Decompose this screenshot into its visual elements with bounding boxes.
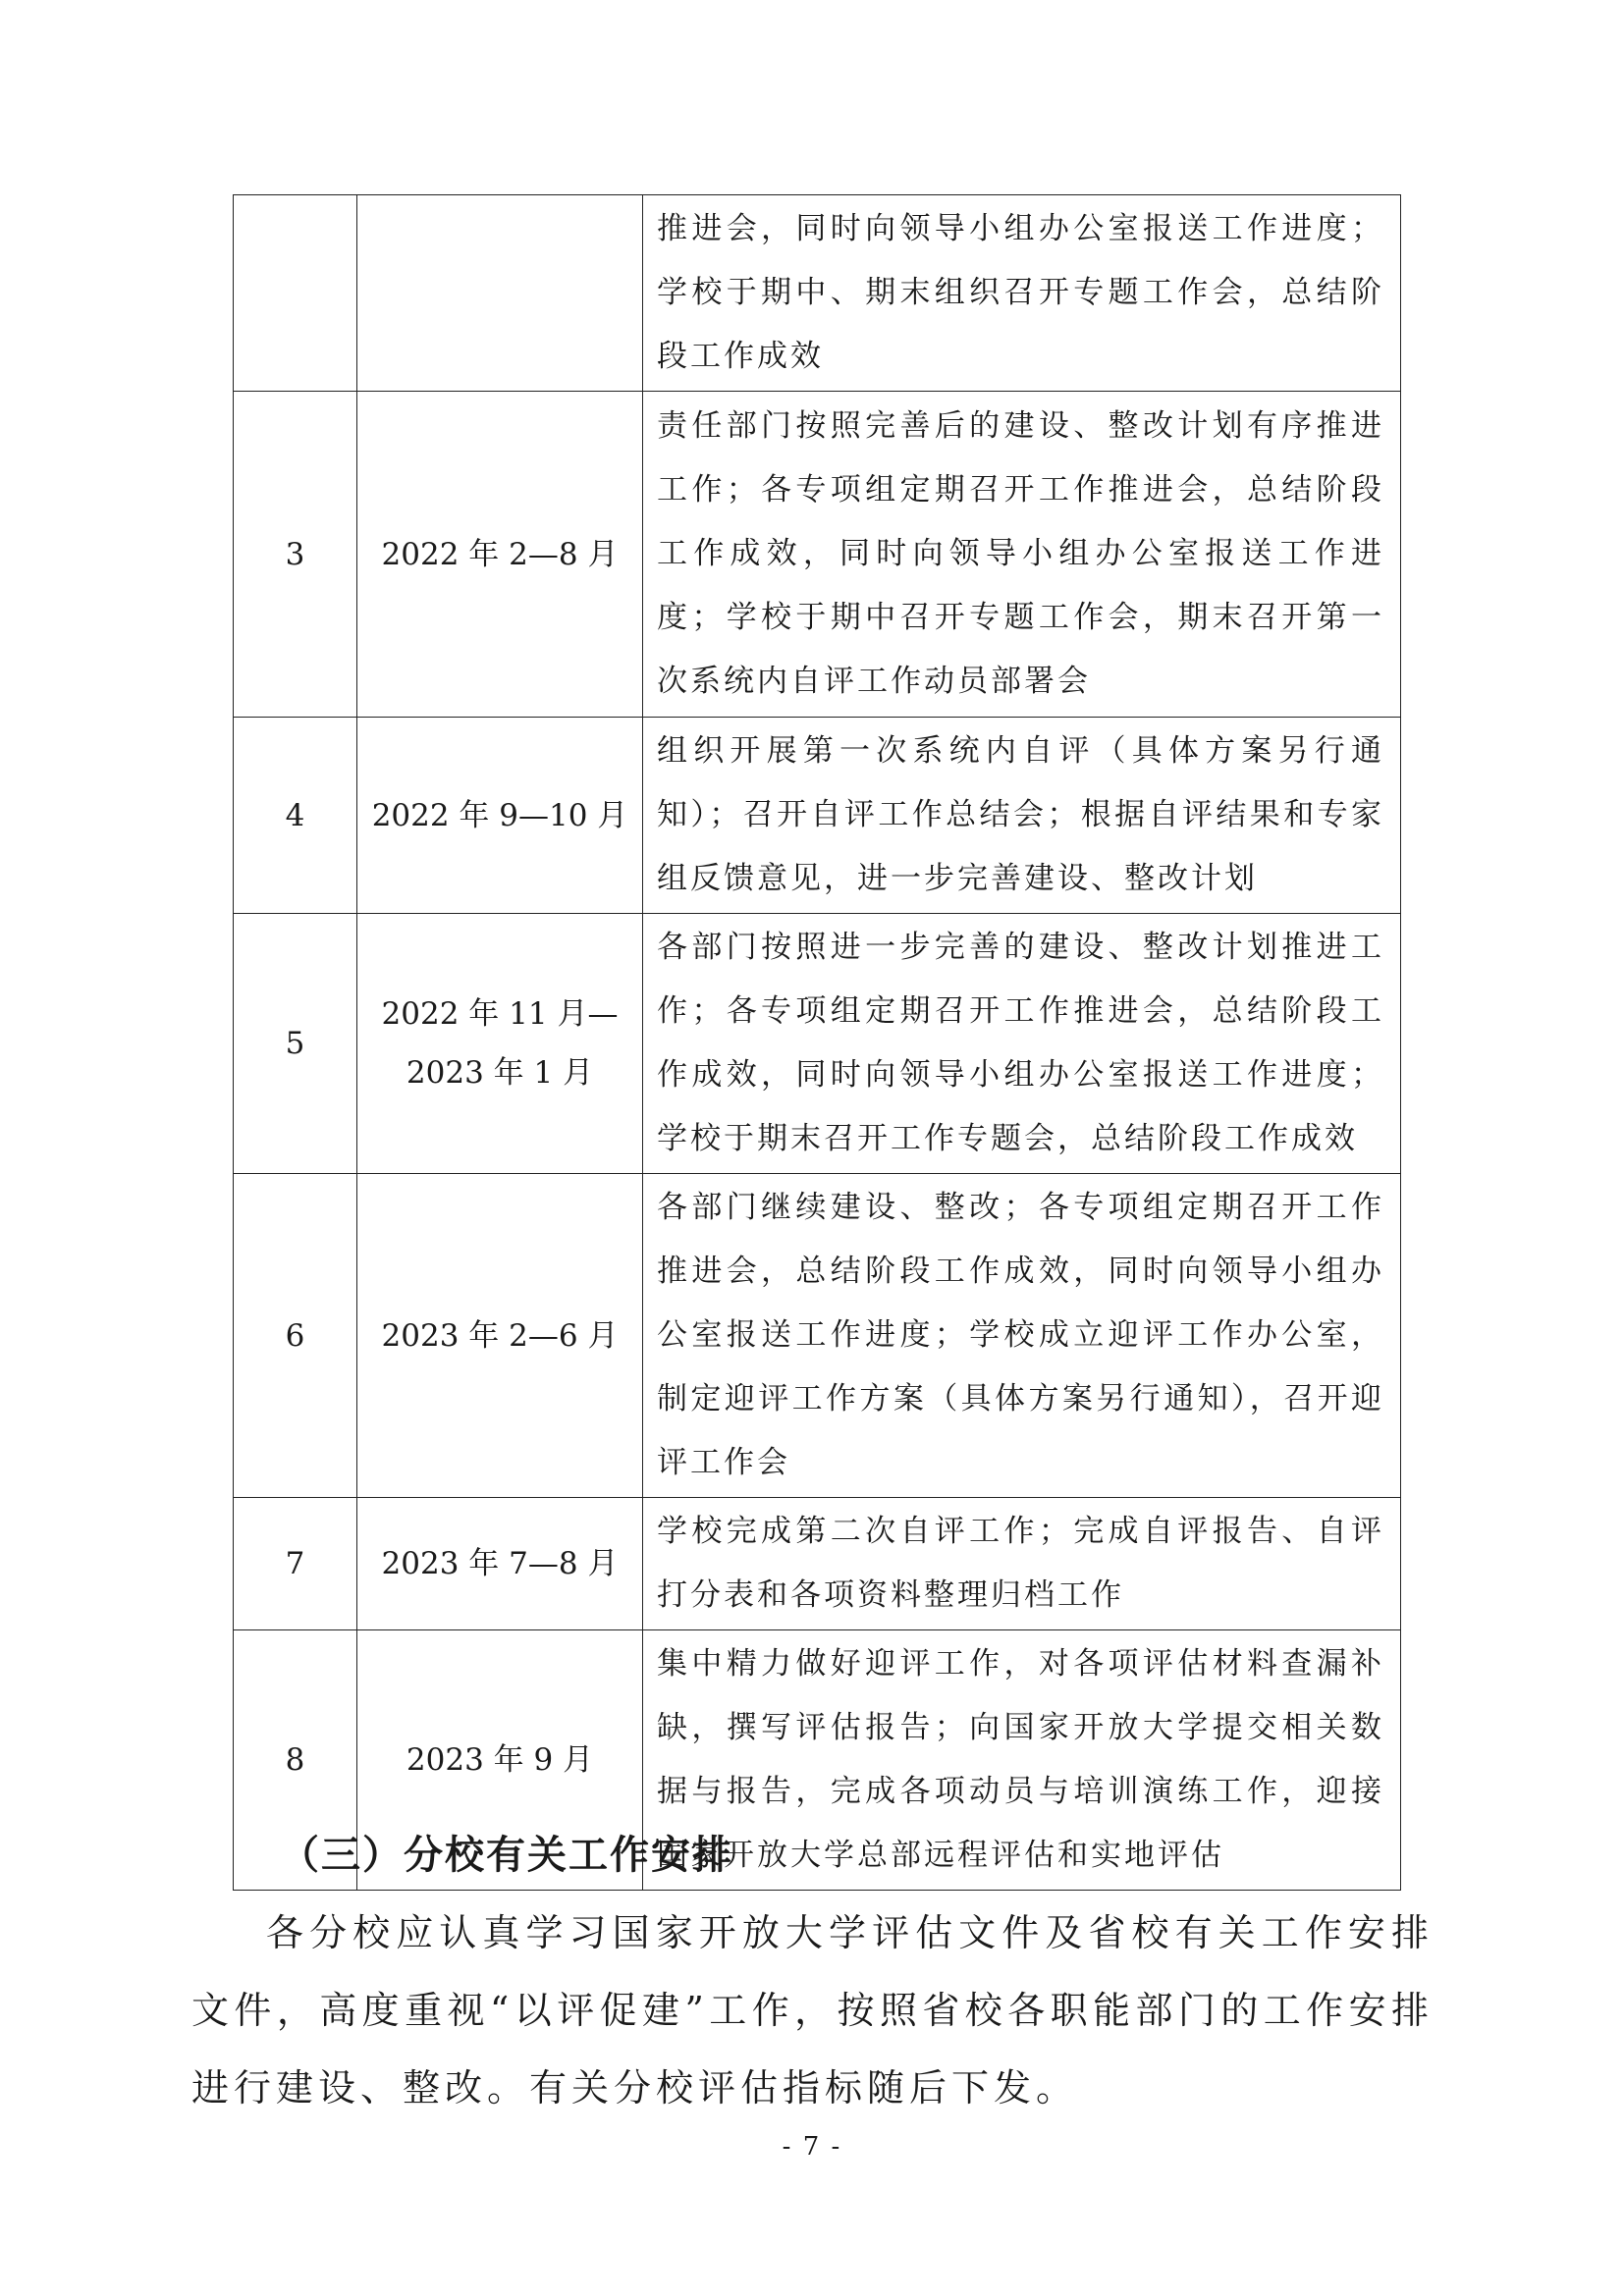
time-period-cell: 2023 年 2—6 月 xyxy=(357,1174,643,1498)
row-number-cell xyxy=(234,195,357,392)
time-period-cell: 2022 年 11 月— 2023 年 1 月 xyxy=(357,914,643,1174)
task-content-cell: 组织开展第一次系统内自评（具体方案另行通知）；召开自评工作总结会；根据自评结果和专家组反馈意见，进一步完善建设、整改计划 xyxy=(643,718,1401,914)
table-row xyxy=(234,392,1401,718)
table-row xyxy=(234,914,1401,1174)
time-period-cell: 2023 年 9 月 xyxy=(357,1630,643,1891)
task-content-cell: 各部门继续建设、整改；各专项组定期召开工作推进会，总结阶段工作成效，同时向领导小组办公室报送工作进度；学校成立迎评工作办公室，制定迎评工作方案（具体方案另行通知），召开迎评工作会 xyxy=(643,1174,1401,1498)
table-row xyxy=(234,1174,1401,1498)
row-number-cell: 7 xyxy=(234,1498,357,1630)
time-period-cell xyxy=(357,195,643,392)
row-number-cell: 4 xyxy=(234,718,357,914)
row-number-cell: 8 xyxy=(234,1630,357,1891)
time-period-cell: 2022 年 2—8 月 xyxy=(357,392,643,718)
row-number-cell: 5 xyxy=(234,914,357,1174)
row-number-cell: 3 xyxy=(234,392,357,718)
table-row xyxy=(234,195,1401,392)
table-row xyxy=(234,1498,1401,1630)
section-heading: （三）分校有关工作安排 xyxy=(280,1833,733,1878)
row-number-cell: 6 xyxy=(234,1174,357,1498)
time-period-cell: 2022 年 9—10 月 xyxy=(357,718,643,914)
task-content-cell: 推进会，同时向领导小组办公室报送工作进度；学校于期中、期末组织召开专题工作会，总结阶段工作成效 xyxy=(643,195,1401,392)
table-row xyxy=(234,718,1401,914)
task-content-cell: 各部门按照进一步完善的建设、整改计划推进工作；各专项组定期召开工作推进会，总结阶段工作成效，同时向领导小组办公室报送工作进度；学校于期末召开工作专题会，总结阶段工作成效 xyxy=(643,914,1401,1174)
schedule-table xyxy=(233,194,1401,1891)
task-content-cell: 责任部门按照完善后的建设、整改计划有序推进工作；各专项组定期召开工作推进会，总结阶段工作成效，同时向领导小组办公室报送工作进度；学校于期中召开专题工作会，期末召开第一次系统内自评工作动员部署会 xyxy=(643,392,1401,718)
task-content-cell: 学校完成第二次自评工作；完成自评报告、自评打分表和各项资料整理归档工作 xyxy=(643,1498,1401,1630)
page-number: - 7 - xyxy=(782,2132,842,2162)
body-paragraph: 各分校应认真学习国家开放大学评估文件及省校有关工作安排文件，高度重视“以评促建”工作，按照省校各职能部门的工作安排进行建设、整改。有关分校评估指标随后下发。 xyxy=(191,1911,1434,2109)
time-period-cell: 2023 年 7—8 月 xyxy=(357,1498,643,1630)
task-content-cell: 集中精力做好迎评工作，对各项评估材料查漏补缺，撰写评估报告；向国家开放大学提交相关数据与报告，完成各项动员与培训演练工作，迎接国家开放大学总部远程评估和实地评估 xyxy=(643,1630,1401,1891)
